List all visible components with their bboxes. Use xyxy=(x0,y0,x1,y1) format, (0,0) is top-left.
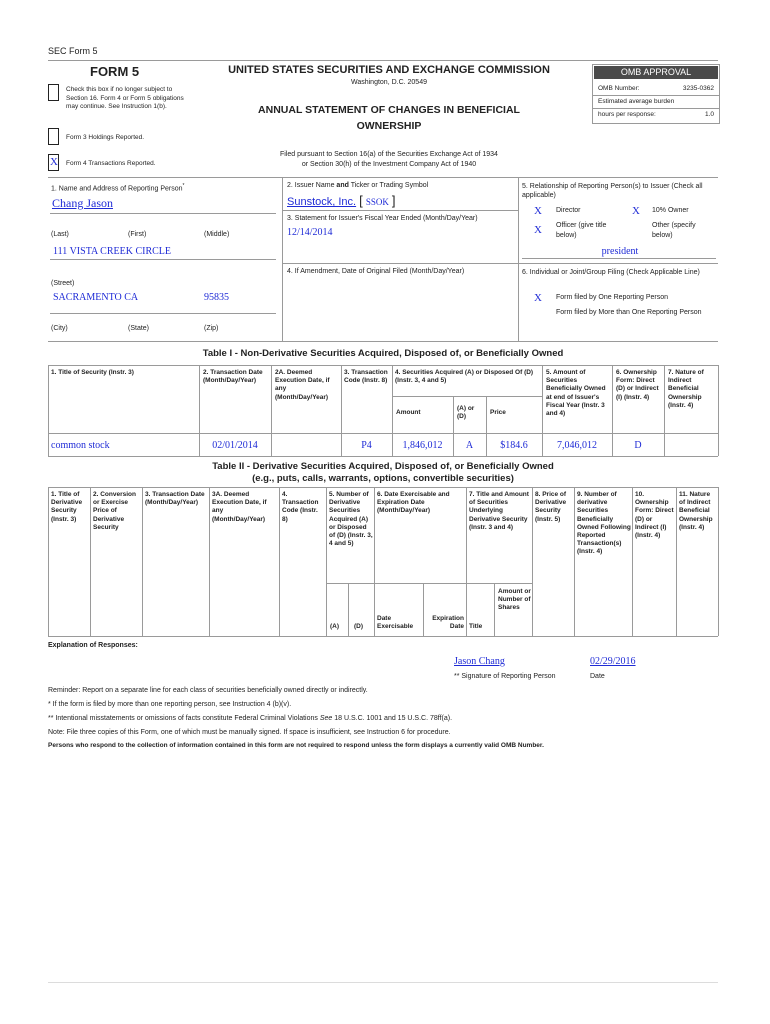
t1-col-deemed: 2A. Deemed Execution Date, if any (Month/Day/Year) xyxy=(275,369,330,401)
form3-holdings-checkbox[interactable] xyxy=(48,128,59,145)
sec-form-label: SEC Form 5 xyxy=(48,46,98,56)
middle-label: (Middle) xyxy=(204,231,230,238)
note-omb-collection: Persons who respond to the collection of information contained in this form are not required to respond unless the form displays a currently valid OMB Number. xyxy=(48,742,544,749)
table1-title: Table I - Non-Derivative Securities Acquired, Disposed of, or Beneficially Owned xyxy=(202,348,564,359)
t1-row-code[interactable]: P4 xyxy=(361,440,372,451)
box1-label: 1. Name and Address of Reporting Person* xyxy=(51,183,185,193)
note-misstatements: ** Intentional misstatements or omissions of facts constitute Federal Criminal Violations See 18 U.S.C. 1001 and 15 U.S.C. 78ff(a). xyxy=(48,715,453,722)
omb-hours-value: 1.0 xyxy=(704,111,714,118)
issuer-name-row: Sunstock, Inc. [ SSOK ] xyxy=(287,193,396,208)
reporting-person-name[interactable]: Chang Jason xyxy=(52,196,113,210)
signature-value[interactable]: Jason Chang xyxy=(454,656,505,667)
officer-title-value[interactable]: president xyxy=(601,246,639,257)
more-reporting-persons-label: Form filed by More than One Reporting Person xyxy=(556,309,702,316)
issuer-name[interactable]: Sunstock, Inc. xyxy=(287,196,357,208)
omb-approval-box xyxy=(592,64,720,124)
t2-col-deemed: 3A. Deemed Execution Date, if any (Month/Day/Year) xyxy=(212,491,267,523)
t1-row-price[interactable]: $184.6 xyxy=(500,440,528,451)
city-label: (City) xyxy=(51,325,68,332)
omb-title: OMB APPROVAL xyxy=(594,66,718,79)
t2-col-conversion: 2. Conversion or Exercise Price of Derivative Security xyxy=(93,491,136,531)
box6-label: 6. Individual or Joint/Group Filing (Check Applicable Line) xyxy=(522,269,700,276)
form-title: FORM 5 xyxy=(90,64,140,79)
filed-pursuant-line1: Filed pursuant to Section 16(a) of the Securities Exchange Act of 1934 xyxy=(280,151,498,158)
box2-label: 2. Issuer Name and Ticker or Trading Symbol xyxy=(287,182,429,189)
form4-transactions-text: Form 4 Transactions Reported. xyxy=(66,160,156,167)
officer-mark[interactable]: X xyxy=(534,224,542,236)
agency-title: UNITED STATES SECURITIES AND EXCHANGE COMMISSION xyxy=(228,64,550,76)
box4-label: 4. If Amendment, Date of Original Filed (Month/Day/Year) xyxy=(287,268,465,275)
city-state-value[interactable]: SACRAMENTO CA xyxy=(53,292,139,303)
statement-title-line2: OWNERSHIP xyxy=(356,120,422,132)
t2-col-code: 4. Transaction Code (Instr. 8) xyxy=(282,491,319,523)
t1-row-form[interactable]: D xyxy=(634,440,642,451)
t2-col-nature: 11. Nature of Indirect Beneficial Ownership (Instr. 4) xyxy=(679,491,713,531)
t2-col-d: (D) xyxy=(354,623,364,630)
form4-transactions-checkbox[interactable]: X xyxy=(48,154,59,171)
last-label: (Last) xyxy=(51,231,69,238)
signature-label: ** Signature of Reporting Person xyxy=(454,673,556,680)
no-longer-subject-text: Check this box if no longer subject to Section 16. Form 4 or Form 5 obligations may continue. See Instruction 1(b). xyxy=(66,86,184,110)
t1-col-amount: Amount xyxy=(396,409,421,416)
t2-col-expiration: Expiration Date xyxy=(432,615,464,631)
t1-row-amount[interactable]: 1,846,012 xyxy=(402,440,443,451)
t1-col-code: 3. Transaction Code (Instr. 8) xyxy=(344,369,388,385)
t2-col-a: (A) xyxy=(330,623,340,630)
t1-col-form: 6. Ownership Form: Direct (D) or Indirect (I) (Instr. 4) xyxy=(616,369,659,401)
t1-col-price: Price xyxy=(490,409,506,416)
t1-col-acquired: 4. Securities Acquired (A) or Disposed Of (D) (Instr. 3, 4 and 5) xyxy=(395,369,534,385)
t2-col-date: 3. Transaction Date (Month/Day/Year) xyxy=(145,491,205,507)
t1-row-date[interactable]: 02/01/2014 xyxy=(212,440,258,451)
omb-number-label: OMB Number: xyxy=(598,85,640,92)
statement-title-line1: ANNUAL STATEMENT OF CHANGES IN BENEFICIAL xyxy=(258,104,520,116)
t1-row-owned[interactable]: 7,046,012 xyxy=(557,440,597,451)
state-label: (State) xyxy=(128,325,150,332)
box5-label: 5. Relationship of Reporting Person(s) to Issuer (Check all applicable) xyxy=(522,183,703,199)
omb-number-value: 3235-0362 xyxy=(682,85,714,92)
t1-col-title: 1. Title of Security (Instr. 3) xyxy=(51,369,134,376)
first-label: (First) xyxy=(128,231,147,238)
t2-col-price: 8. Price of Derivative Security (Instr. 5) xyxy=(535,491,567,523)
t2-col-underlying-title: Title xyxy=(469,623,483,630)
note-multiple-persons: * If the form is filed by more than one reporting person, see Instruction 4 (b)(v). xyxy=(48,701,292,708)
t1-col-ad: (A) or (D) xyxy=(457,405,475,421)
t2-col-exercisable: 6. Date Exercisable and Expiration Date (Month/Day/Year) xyxy=(377,491,450,515)
t2-col-form: 10. Ownership Form: Direct (D) or Indirect (I) (Instr. 4) xyxy=(635,491,674,540)
note-file-copies: Note: File three copies of this Form, one of which must be manually signed. If space is insufficient, see Instruction 6 for procedure. xyxy=(48,729,451,736)
omb-hours-label: hours per response: xyxy=(598,111,656,118)
t1-col-owned: 5. Amount of Securities Beneficially Owned at end of Issuer's Fiscal Year (Instr. 3 and 4) xyxy=(546,369,606,418)
street-label: (Street) xyxy=(51,280,75,287)
t1-row-title[interactable]: common stock xyxy=(51,440,110,451)
omb-burden-label: Estimated average burden xyxy=(598,98,675,105)
director-mark[interactable]: X xyxy=(534,205,542,217)
t1-col-date: 2. Transaction Date (Month/Day/Year) xyxy=(203,369,263,385)
one-reporting-person-mark[interactable]: X xyxy=(534,292,542,304)
no-longer-subject-checkbox[interactable] xyxy=(48,84,59,101)
table2-title-line2: (e.g., puts, calls, warrants, options, convertible securities) xyxy=(252,473,514,484)
officer-label: Officer (give title below) xyxy=(556,222,607,239)
fiscal-year-end[interactable]: 12/14/2014 xyxy=(287,227,333,238)
t2-col-underlying: 7. Title and Amount of Securities Underlying Derivative Security (Instr. 3 and 4) xyxy=(469,491,529,531)
reminder-text: Reminder: Report on a separate line for each class of securities beneficially owned directly or indirectly. xyxy=(48,687,368,694)
street-value[interactable]: 111 VISTA CREEK CIRCLE xyxy=(53,246,172,257)
t2-col-owned: 9. Number of derivative Securities Beneficially Owned Following Reported Transaction(s) (Instr. 4) xyxy=(577,491,631,556)
agency-city: Washington, D.C. 20549 xyxy=(350,79,427,86)
t2-col-title: 1. Title of Derivative Security (Instr. 3) xyxy=(51,491,83,523)
t1-col-nature: 7. Nature of Indirect Beneficial Ownership (Instr. 4) xyxy=(668,369,704,409)
ten-percent-owner-mark[interactable]: X xyxy=(632,205,640,217)
box3-label: 3. Statement for Issuer's Fiscal Year Ended (Month/Day/Year) xyxy=(287,215,478,222)
zip-value[interactable]: 95835 xyxy=(204,292,229,303)
director-label: Director xyxy=(556,207,581,214)
form3-holdings-text: Form 3 Holdings Reported. xyxy=(66,134,145,141)
date-label: Date xyxy=(590,673,605,680)
t2-col-number: 5. Number of Derivative Securities Acquired (A) or Disposed of (D) (Instr. 3, 4 and 5) xyxy=(329,491,373,548)
ten-percent-owner-label: 10% Owner xyxy=(652,207,689,214)
explanation-of-responses: Explanation of Responses: xyxy=(48,642,138,649)
signature-date-value[interactable]: 02/29/2016 xyxy=(590,656,636,667)
other-label: Other (specify below) xyxy=(652,222,696,239)
one-reporting-person-label: Form filed by One Reporting Person xyxy=(556,294,669,301)
t2-col-underlying-amount: Amount or Number of Shares xyxy=(498,588,531,612)
ticker-symbol[interactable]: SSOK xyxy=(365,197,389,207)
filed-pursuant-line2: or Section 30(h) of the Investment Company Act of 1940 xyxy=(301,161,477,168)
zip-label: (Zip) xyxy=(204,325,219,332)
table2-title-line1: Table II - Derivative Securities Acquired, Disposed of, or Beneficially Owned xyxy=(212,461,554,472)
t1-row-ad[interactable]: A xyxy=(465,440,474,451)
t2-col-date-exercisable: Date Exercisable xyxy=(377,615,414,631)
